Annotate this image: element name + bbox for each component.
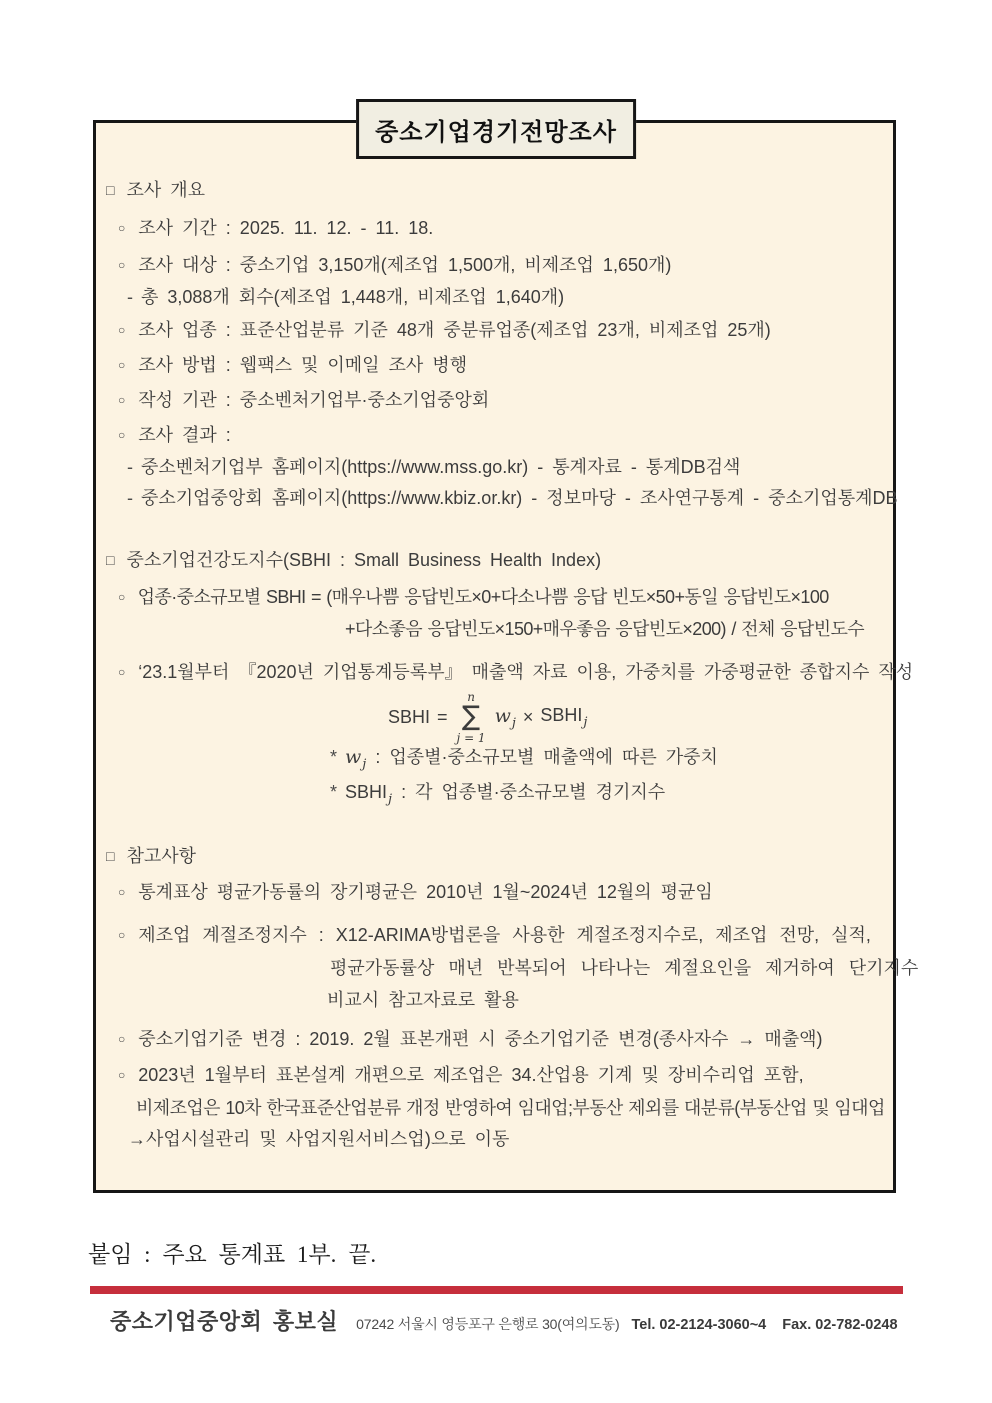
notes-item2-line1 xyxy=(118,924,871,948)
sbhi-formula-line1-text: 업종·중소규모별 SBHI = (매우나쁨 응답빈도×0+다소나쁨 응답 빈도×50+동일 응답빈도×100 xyxy=(137,587,829,607)
dash-bullet-icon: - xyxy=(127,457,133,477)
notes-item4-line2-text: 비제조업은 10차 한국표준산업분류 개정 반영하여 임대업;부동산 제외를 대분류(부동산업 및 임대업 xyxy=(136,1098,885,1118)
dash-bullet-icon: - xyxy=(127,488,133,508)
notes-item2-line3-text: 비교시 참고자료로 활용 xyxy=(327,990,519,1010)
equation-rhs: SBHI xyxy=(540,705,583,726)
page-title xyxy=(356,99,636,159)
circle-bullet-icon: ○ xyxy=(118,665,126,679)
attachment-text: 붙임 : 주요 통계표 1부. 끝. xyxy=(88,1242,377,1267)
circle-bullet-icon: ○ xyxy=(118,885,126,899)
circle-bullet-icon: ○ xyxy=(118,928,126,942)
equation-rhs-term xyxy=(540,705,587,730)
equation-lhs: SBHI xyxy=(388,707,431,728)
publisher-fax: Fax. 02-782-0248 xyxy=(782,1317,898,1333)
sbhi-note-sbhi-line xyxy=(330,781,665,811)
survey-collected-line xyxy=(127,286,564,308)
sbhi-formula-line1 xyxy=(118,586,829,610)
notes-item2-line3 xyxy=(327,989,519,1011)
equation-rhs-subscript: j xyxy=(583,715,588,731)
notes-item4-line3 xyxy=(128,1128,509,1150)
square-bullet-icon: □ xyxy=(106,182,115,198)
survey-results-line xyxy=(118,424,231,448)
notes-item1-line xyxy=(118,881,713,905)
survey-author-line xyxy=(118,389,489,413)
section-heading-notes xyxy=(106,845,196,868)
survey-collected-text: 총 3,088개 회수(제조업 1,448개, 비제조업 1,640개) xyxy=(141,287,565,307)
sbhij-variable: SBHI xyxy=(345,782,388,802)
circle-bullet-icon: ○ xyxy=(118,221,126,235)
circle-bullet-icon: ○ xyxy=(118,258,126,272)
notes-item2-line2-text: 평균가동률상 매년 반복되어 나타나는 계절요인을 제거하여 단기지수 xyxy=(330,958,919,978)
sbhi-equation xyxy=(388,690,587,745)
survey-overview-heading: 조사 개요 xyxy=(126,180,206,200)
survey-result-link1-text: 중소벤처기업부 홈페이지(https://www.mss.go.kr) - 통계자료 - 통계DB검색 xyxy=(141,457,741,477)
survey-result-link2-text: 중소기업중앙회 홈페이지(https://www.kbiz.or.kr) - 정보마당 - 조사연구통계 - 중소기업통계DB xyxy=(141,488,898,508)
survey-target-text: 조사 대상 : 중소기업 3,150개(제조업 1,500개, 비제조업 1,650개) xyxy=(138,255,672,275)
notes-item4-line3-text: →사업시설관리 및 사업지원서비스업)으로 이동 xyxy=(128,1129,510,1149)
weight-variable: w xyxy=(494,704,511,727)
notes-item2-line2 xyxy=(330,957,918,979)
sbhi-note-w-text: : 업종별·중소규모별 매출액에 따른 가중치 xyxy=(375,747,718,767)
sigma-lower-limit: j = 1 xyxy=(456,731,486,746)
survey-results-text: 조사 결과 : xyxy=(138,425,231,445)
sbhi-formula-line2 xyxy=(345,618,864,640)
square-bullet-icon: □ xyxy=(106,848,115,864)
survey-period-text: 조사 기간 : 2025. 11. 12. - 11. 18. xyxy=(138,218,434,238)
publisher-address: 07242 서울시 영등포구 은행로 30(여의도동) xyxy=(356,1316,620,1332)
section-heading-sbhi xyxy=(106,549,601,572)
sbhi-note-w-line xyxy=(330,746,718,776)
circle-bullet-icon: ○ xyxy=(118,1068,126,1082)
footer-accent-bar xyxy=(90,1286,903,1294)
sigma-upper-limit: n xyxy=(467,690,475,704)
survey-industries-line xyxy=(118,319,771,343)
notes-item1-text: 통계표상 평균가동률의 장기평균은 2010년 1월~2024년 12월의 평균임 xyxy=(138,882,713,902)
star-bullet-icon: * xyxy=(330,782,338,802)
sbhi-weights-note-line xyxy=(118,661,913,685)
notes-item4-line1 xyxy=(118,1064,804,1088)
publisher-name: 중소기업중앙회 홍보실 xyxy=(110,1309,339,1334)
survey-author-text: 작성 기관 : 중소벤처기업부·중소기업중앙회 xyxy=(138,390,490,410)
publisher-info xyxy=(110,1305,898,1336)
page-title-text: 중소기업경기전망조사 xyxy=(375,119,617,146)
sigma-glyph: ∑ xyxy=(461,701,481,732)
circle-bullet-icon: ○ xyxy=(118,393,126,407)
circle-bullet-icon: ○ xyxy=(118,358,126,372)
notes-item2-line1-text: 제조업 계절조정지수 : X12-ARIMA방법론을 사용한 계절조정지수로, 제조업 전망, 실적, xyxy=(138,925,871,945)
sbhi-weights-note-text: ‘23.1월부터 『2020년 기업통계등록부』 매출액 자료 이용, 가중치를 가중평균한 종합지수 작성 xyxy=(138,662,914,682)
star-bullet-icon: * xyxy=(330,747,338,767)
survey-method-text: 조사 방법 : 웹팩스 및 이메일 조사 병행 xyxy=(138,355,468,375)
sbhi-formula-line2-text: +다소좋음 응답빈도×150+매우좋음 응답빈도×200) / 전체 응답빈도수 xyxy=(345,619,865,639)
sbhi-note-sbhi-text: : 각 업종별·중소규모별 경기지수 xyxy=(401,782,666,802)
attachment-note xyxy=(88,1236,376,1269)
dash-bullet-icon: - xyxy=(127,287,133,307)
survey-industries-text: 조사 업종 : 표준산업분류 기준 48개 중분류업종(제조업 23개, 비제조업 25개) xyxy=(138,320,771,340)
w-variable: w xyxy=(345,746,362,768)
equation-equals: = xyxy=(437,707,448,728)
notes-item4-line1-text: 2023년 1월부터 표본설계 개편으로 제조업은 34.산업용 기계 및 장비수리업 포함, xyxy=(138,1065,804,1085)
publisher-tel: Tel. 02-2124-3060~4 xyxy=(631,1317,767,1333)
notes-item3-text: 중소기업기준 변경 : 2019. 2월 표본개편 시 중소기업기준 변경(종사자수 → 매출액) xyxy=(138,1029,823,1049)
circle-bullet-icon: ○ xyxy=(118,428,126,442)
survey-result-link2-line xyxy=(127,487,898,509)
survey-result-link1-line xyxy=(127,456,740,478)
section-heading-survey-overview xyxy=(106,179,205,202)
weight-subscript: j xyxy=(511,715,516,731)
notes-heading-text: 참고사항 xyxy=(126,846,197,866)
w-subscript: j xyxy=(362,757,367,772)
circle-bullet-icon: ○ xyxy=(118,323,126,337)
sigma-symbol xyxy=(457,690,486,745)
survey-target-line xyxy=(118,254,671,278)
circle-bullet-icon: ○ xyxy=(118,1032,126,1046)
weight-term xyxy=(495,705,516,731)
sbhij-subscript: j xyxy=(388,792,393,807)
sbhi-heading-text: 중소기업건강도지수(SBHI : Small Business Health Index) xyxy=(126,550,602,570)
circle-bullet-icon: ○ xyxy=(118,590,125,604)
survey-method-line xyxy=(118,354,467,378)
equation-times: × xyxy=(522,707,534,728)
square-bullet-icon: □ xyxy=(106,552,115,568)
survey-period-line xyxy=(118,217,433,241)
notes-item4-line2 xyxy=(136,1097,885,1119)
notes-item3-line xyxy=(118,1028,823,1052)
